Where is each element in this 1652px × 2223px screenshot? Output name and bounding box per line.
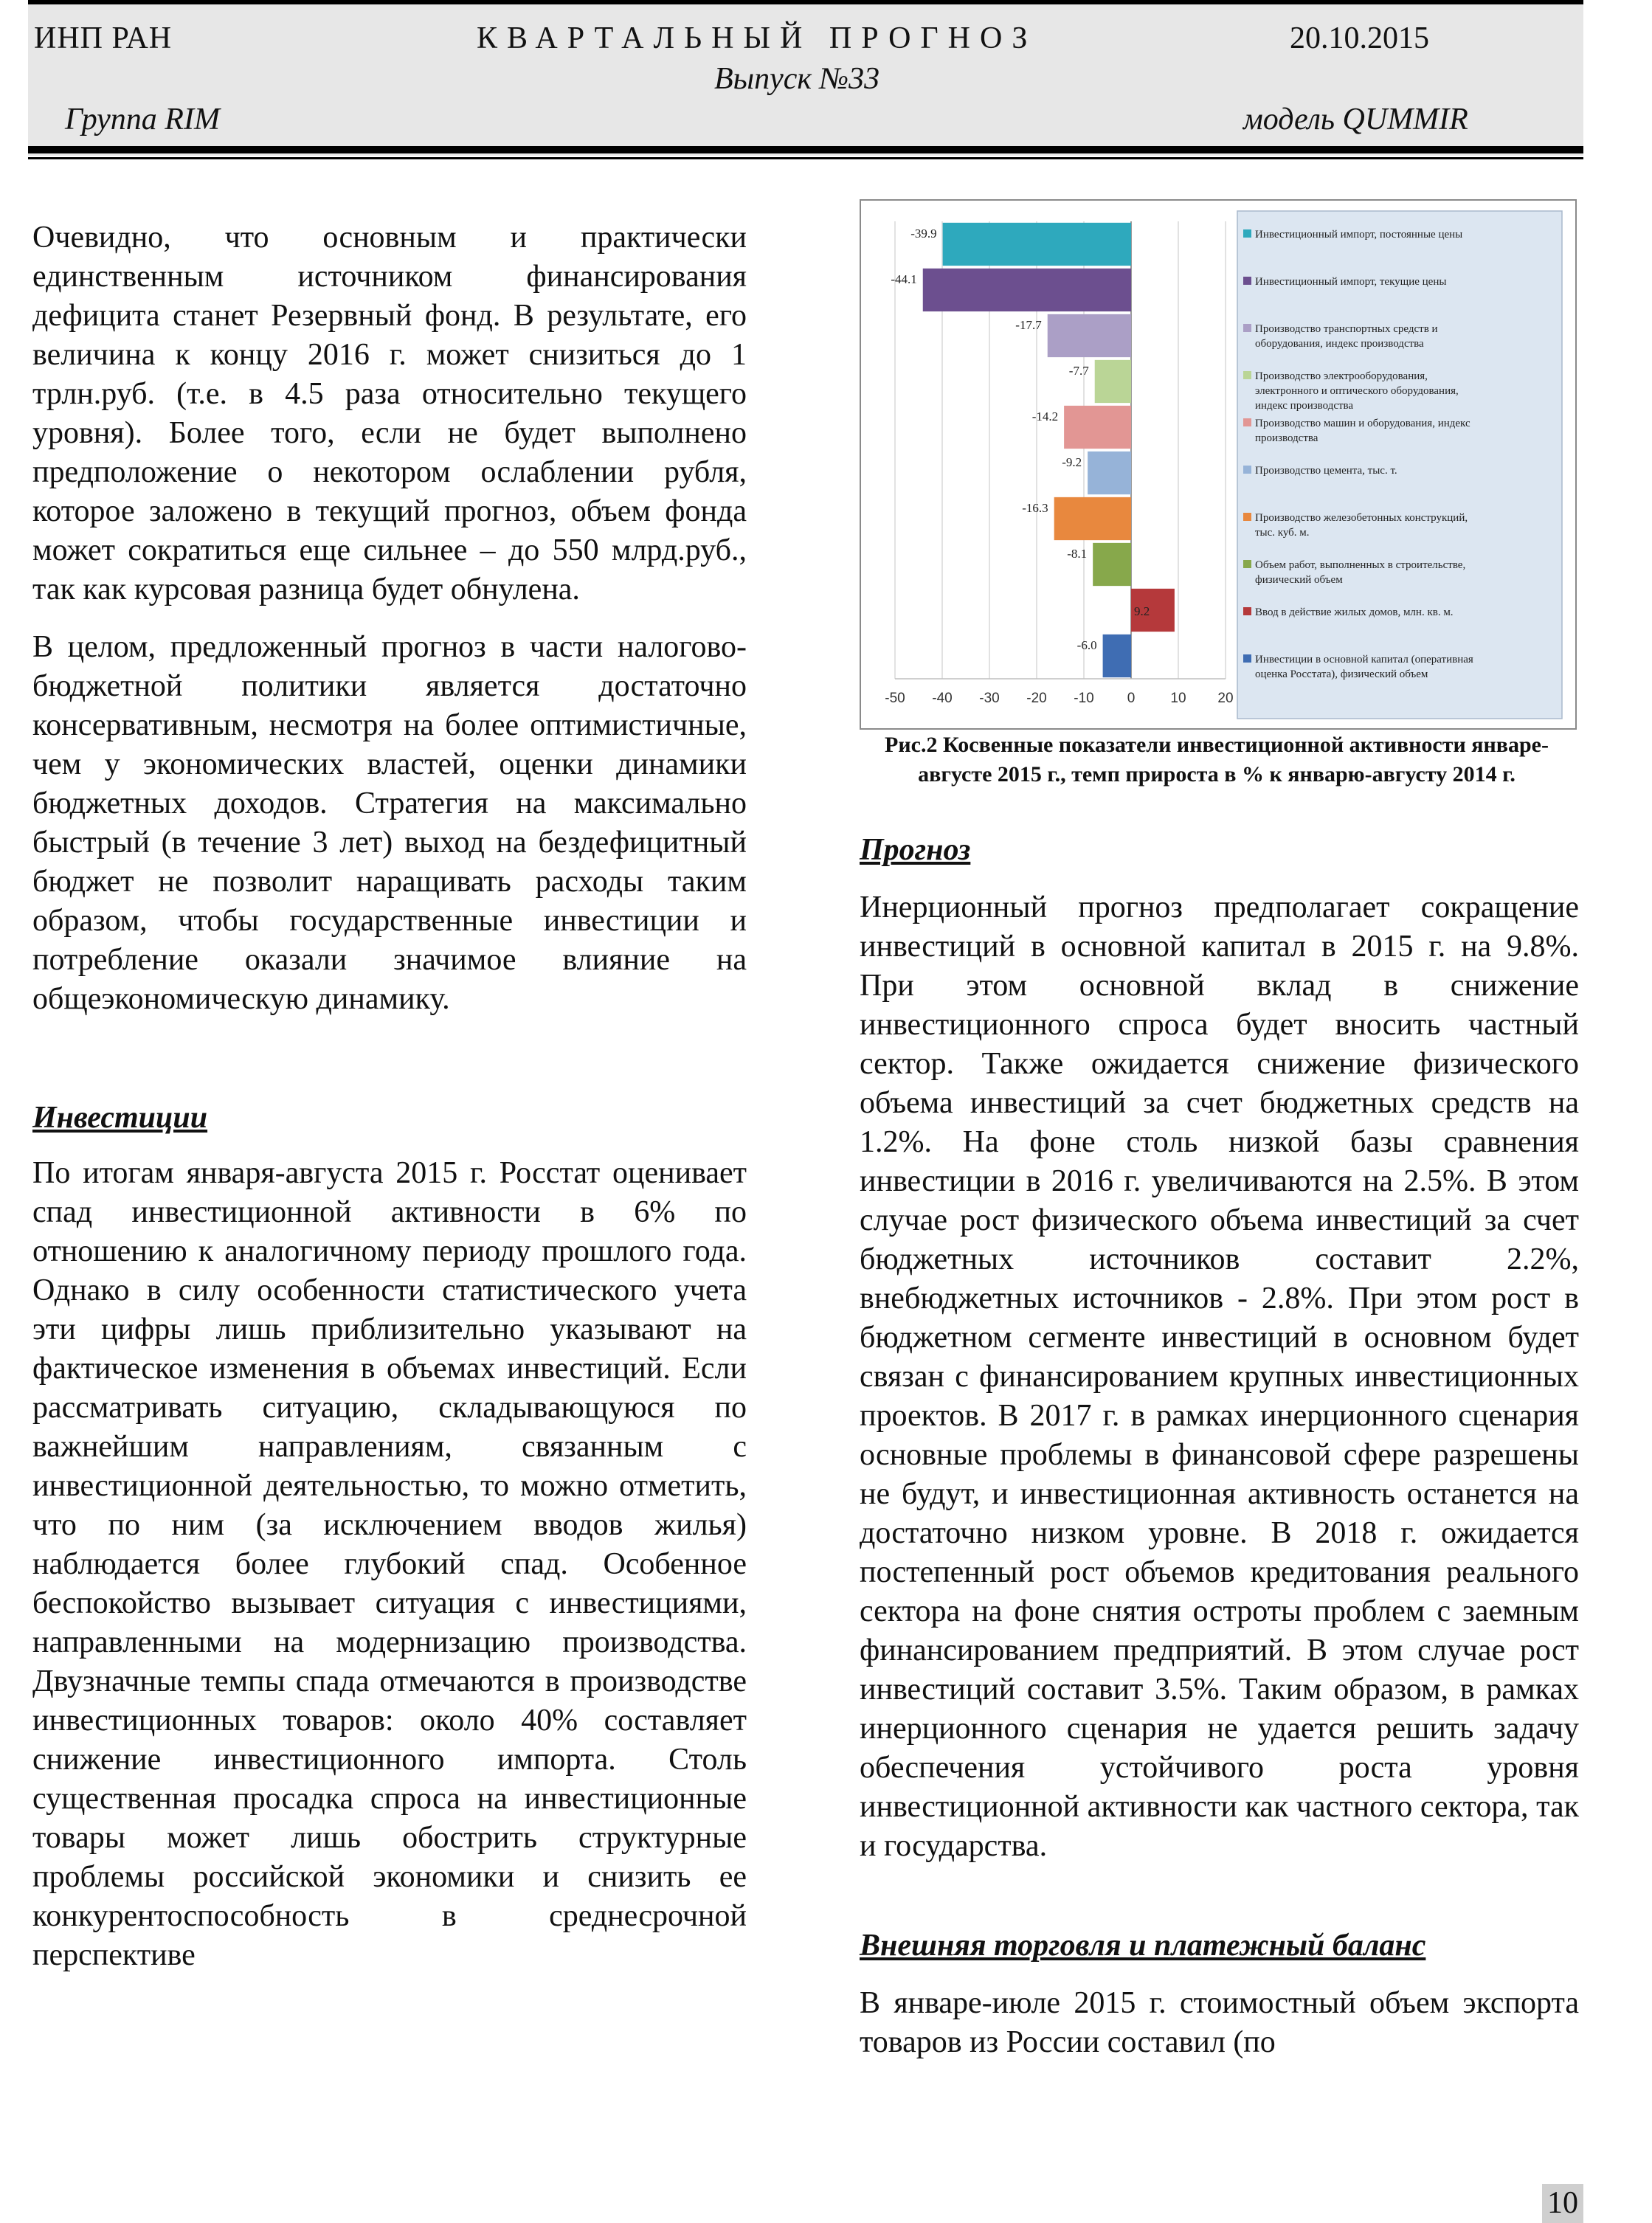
header-rule-thick: [28, 146, 1583, 153]
chart-x-tick-label: -20: [1026, 691, 1047, 706]
chart-legend-swatch: [1243, 371, 1251, 379]
chart-x-tick-label: -50: [885, 691, 905, 706]
figure-caption: Рис.2 Косвенные показатели инвестиционной активности январе-августе 2015 г., темп прироста в % к январю-августу 2014 г.: [885, 733, 1549, 786]
header-title: КВАРТАЛЬНЫЙ ПРОГНОЗ: [477, 21, 1037, 55]
chart-x-ticks: [885, 691, 1233, 706]
header-rule-thin: [28, 157, 1583, 159]
chart-data-label: -14.2: [1031, 409, 1059, 423]
chart-legend-label: Ввод в действие жилых домов, млн. кв. м.: [1255, 606, 1454, 618]
chart-x-tick-label: 20: [1217, 691, 1234, 706]
left-paragraph-2: В целом, предложенный прогноз в части налогово-бюджетной политики является достаточно консервативным, несмотря на более оптимистичные, чем у экономических властей, оценки динамики бюджетных доходов. Стратегия на максимально быстрый (в течение 3 лет) выход на бездефицитный бюджет не позволит наращивать расходы таким образом, чтобы государственные инвестиции и потребление оказали значимое влияние на общеэкономическую динамику.: [32, 630, 747, 1016]
left-paragraph-3: По итогам января-августа 2015 г. Росстат оценивает спад инвестиционной активности в 6% по отношению к аналогичному периоду прошлого года. Однако в силу особенности статистического учета эти цифры лишь приблизительно указывают на фактическое изменения в объемах инвестиций. Если рассматривать ситуацию, складывающуюся по важнейшим направлениям, связанным с инвестиционной деятельностью, то можно отметить, что по ним (за исключением вводов жилья) наблюдается более глубокий спад. Особенное беспокойство вызывает ситуация с инвестициями, направленными на модернизацию производства. Двузначные темпы спада отмечаются в производстве инвестиционных товаров: около 40% составляет снижение инвестиционного импорта. Столь существенная просадка спроса на инвестиционные товары может лишь обострить структурные проблемы российской экономики и снизить ее конкурентоспособность в среднесрочной перспективе: [32, 1156, 747, 1972]
header-model: модель QUMMIR: [1243, 103, 1468, 136]
chart-x-tick-label: -10: [1074, 691, 1094, 706]
header-group: Группа RIM: [65, 103, 220, 136]
chart-svg: [861, 201, 1575, 728]
chart-legend-label: Инвестиционный импорт, текущие цены: [1255, 276, 1447, 288]
header-org: ИНП РАН: [34, 21, 173, 55]
page-header: [28, 0, 1583, 156]
header-date: 20.10.2015: [1290, 21, 1429, 55]
chart-data-label: -6.0: [1076, 637, 1097, 652]
chart-bar: [1088, 452, 1131, 494]
chart-data-label: -16.3: [1022, 500, 1048, 515]
investment-chart: [860, 199, 1577, 730]
chart-legend-swatch: [1243, 513, 1251, 521]
chart-bar: [1095, 360, 1131, 403]
section-heading-forecast: Прогноз: [860, 833, 971, 867]
header-issue: Выпуск №33: [714, 62, 880, 96]
chart-bar: [1093, 543, 1131, 586]
chart-legend-label: Инвестиционный импорт, постоянные цены: [1255, 229, 1463, 241]
chart-legend-swatch: [1243, 466, 1251, 474]
chart-legend-swatch: [1243, 607, 1251, 615]
chart-data-label: -44.1: [891, 272, 917, 286]
right-paragraph-1: Инерционный прогноз предполагает сокращение инвестиций в основной капитал в 2015 г. на 9.8%. При этом основной вклад в снижение инвестиционного спроса будет вносить частный сектор. Также ожидается снижение физического объема инвестиций за счет бюджетных средств на 1.2%. На фоне столь низкой базы сравнения инвестиции в 2016 г. увеличиваются на 2.5%. В этом случае рост физического объема инвестиций за счет бюджетных источников составит 2.2%, внебюджетных источников - 2.8%. При этом рост в бюджетном сегменте инвестиций в основном будет связан с финансированием крупных инвестиционных проектов. В 2017 г. в рамках инерционного сценария основные проблемы в финансовой сфере разрешены не будут, и инвестиционная активность останется на достаточно низком уровне. В 2018 г. ожидается постепенный рост объемов кредитования реального сектора на фоне снятия остроты проблем с заемным финансированием предприятий. В этом случае рост инвестиций составит 3.5%. Таким образом, в рамках инерционного сценария не удается решить задачу обеспечения устойчивого роста уровня инвестиционной активности как частного сектора, так и государства.: [860, 891, 1579, 1863]
chart-legend-swatch: [1243, 418, 1251, 426]
chart-bar: [1048, 314, 1131, 357]
chart-legend-label: Производство машин и оборудования, индекс производства: [1255, 418, 1470, 444]
chart-bar: [923, 269, 1131, 311]
chart-legend-swatch: [1243, 324, 1251, 332]
chart-legend-label: Объем работ, выполненных в строительстве, физический объем: [1255, 559, 1466, 586]
chart-data-label: -39.9: [910, 226, 937, 241]
chart-x-tick-label: 10: [1170, 691, 1186, 706]
page-number: 10: [1542, 2184, 1583, 2223]
chart-x-tick-label: 0: [1127, 691, 1136, 706]
chart-x-tick-label: -40: [932, 691, 953, 706]
chart-bar: [943, 223, 1131, 266]
chart-bar: [1054, 497, 1131, 540]
chart-data-label: -17.7: [1015, 317, 1042, 332]
right-paragraph-2: В январе-июле 2015 г. стоимостный объем экспорта товаров из России составил (по: [860, 1986, 1579, 2059]
chart-legend-label: Производство цемента, тыс. т.: [1255, 465, 1397, 477]
chart-legend-label: Производство транспортных средств и оборудования, индекс производства: [1255, 323, 1438, 350]
chart-legend-swatch: [1243, 229, 1251, 238]
chart-legend-label: Инвестиции в основной капитал (оперативная оценка Росстата), физический объем: [1255, 654, 1473, 680]
chart-data-label: 9.2: [1134, 604, 1150, 618]
chart-data-label: -9.2: [1062, 454, 1082, 469]
section-heading-investments: Инвестиции: [32, 1101, 208, 1135]
chart-legend-swatch: [1243, 560, 1251, 568]
chart-data-label: -8.1: [1067, 546, 1088, 561]
chart-bar: [1103, 635, 1131, 677]
chart-legend-label: Производство железобетонных конструкций, тыс. куб. м.: [1255, 512, 1468, 539]
chart-legend: [1237, 211, 1562, 719]
chart-legend-swatch: [1243, 654, 1251, 663]
chart-data-label: -7.7: [1068, 363, 1089, 378]
section-heading-trade: Внешняя торговля и платежный баланс: [860, 1929, 1426, 1963]
chart-bar: [1064, 406, 1131, 449]
chart-legend-swatch: [1243, 277, 1251, 285]
left-paragraph-1: Очевидно, что основным и практически единственным источником финансирования дефицита станет Резервный фонд. В результате, его величина к концу 2016 г. может снизиться до 1 трлн.руб. (т.е. в 4.5 раза относительно текущего уровня). Более того, если не будет выполнено предположение о некотором ослаблении рубля, которое заложено в текущий прогноз, объем фонда может сократиться еще сильнее – до 550 млрд.руб., так как курсовая разница будет обнулена.: [32, 221, 747, 606]
right-column: [860, 831, 1579, 2062]
left-column: [32, 218, 747, 1975]
chart-legend-label: Производство электрооборудования, электронного и оптического оборудования, индекс производства: [1255, 370, 1459, 412]
chart-x-tick-label: -30: [979, 691, 1000, 706]
